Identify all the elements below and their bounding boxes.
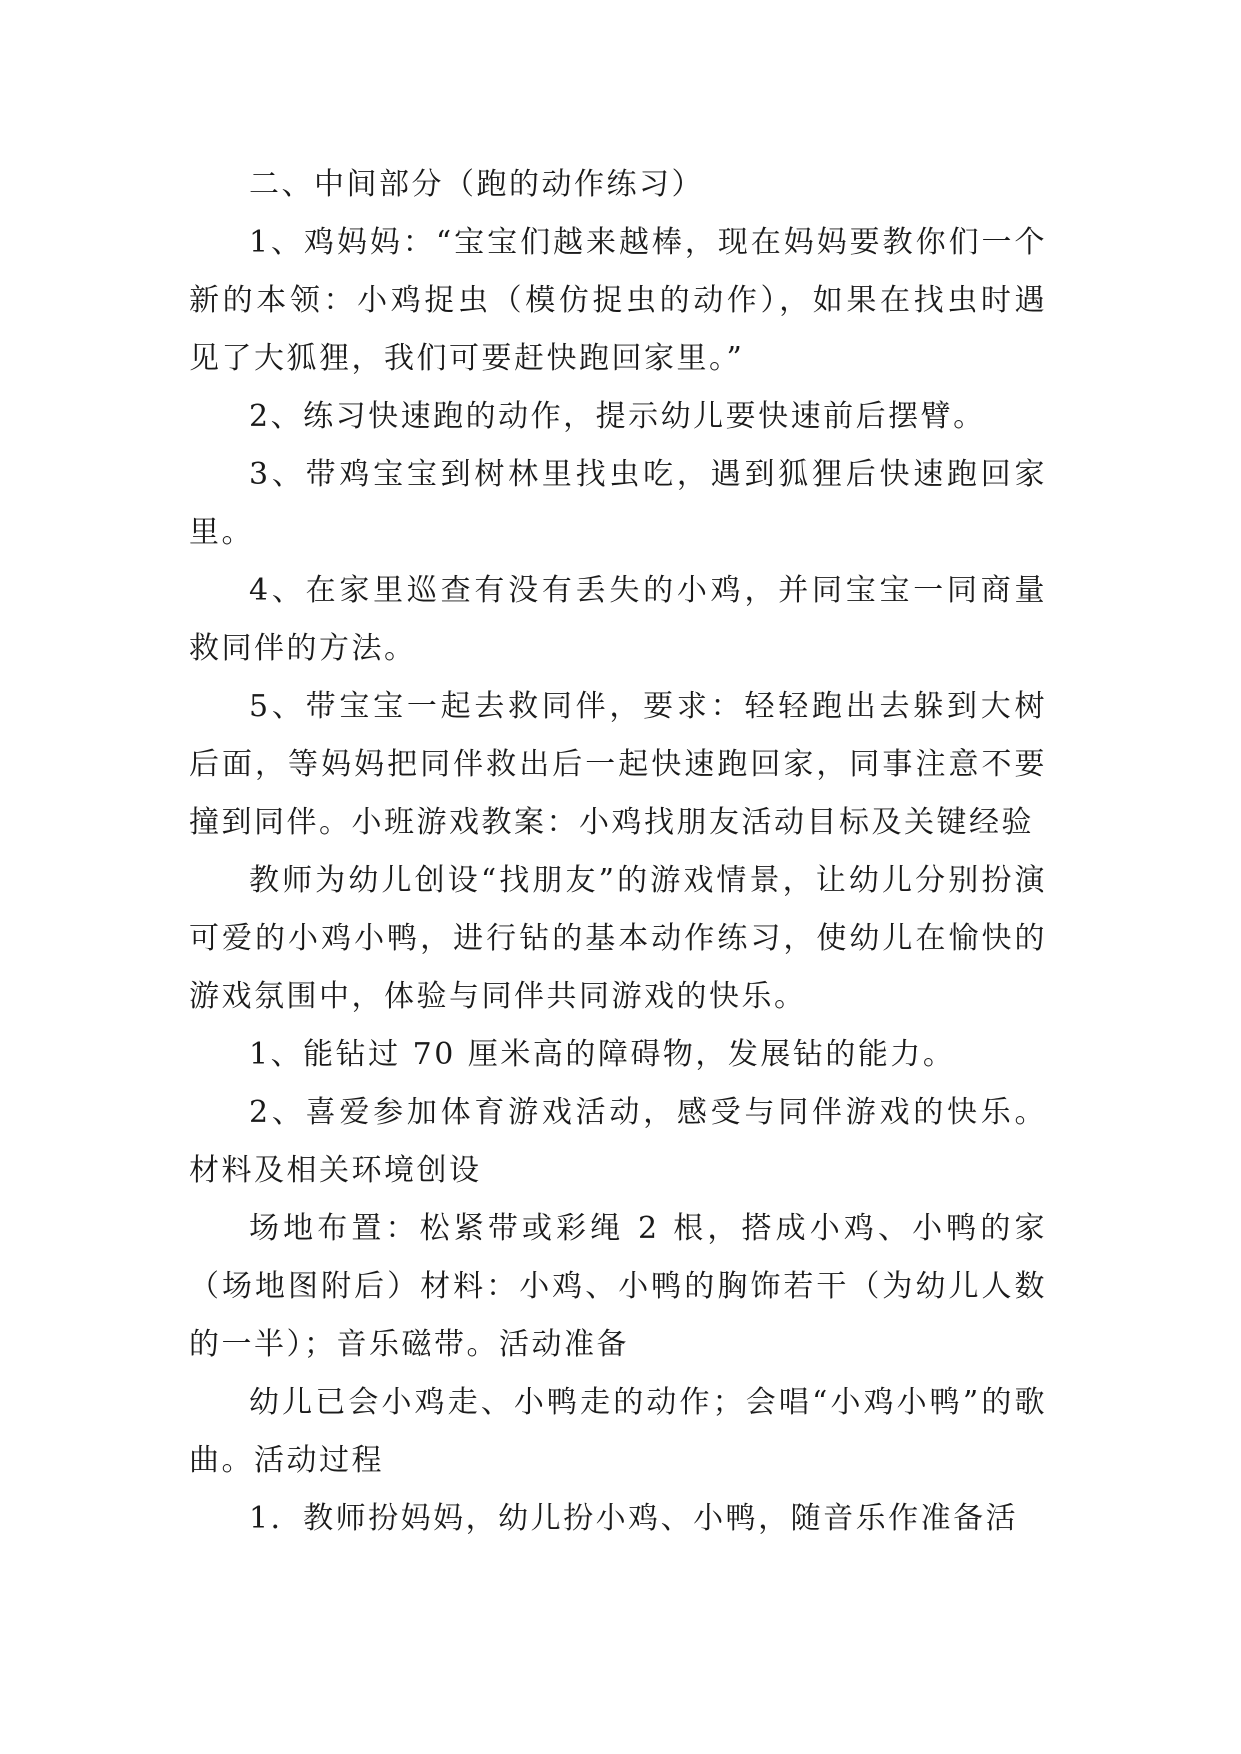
section-heading: 二、中间部分（跑的动作练习）	[249, 167, 704, 202]
paragraph: 2、练习快速跑的动作，提示幼儿要快速前后摆臂。	[249, 399, 986, 434]
paragraph: 教师为幼儿创设“找朋友”的游戏情景，让幼儿分别扮演可爱的小鸡小鸭，进行钻的基本动作练习，使幼儿在愉快的游戏氛围中，体验与同伴共同游戏的快乐。	[189, 863, 1047, 1014]
paragraph: 3、带鸡宝宝到树林里找虫吃，遇到狐狸后快速跑回家里。	[189, 457, 1047, 550]
document-body	[189, 156, 1047, 1548]
paragraph: 幼儿已会小鸡走、小鸭走的动作；会唱“小鸡小鸭”的歌曲。活动过程	[189, 1385, 1047, 1478]
paragraph: 1．教师扮妈妈，幼儿扮小鸡、小鸭，随音乐作准备活	[249, 1501, 1019, 1536]
paragraph: 2、喜爱参加体育游戏活动，感受与同伴游戏的快乐。材料及相关环境创设	[189, 1095, 1047, 1188]
paragraph: 1、鸡妈妈：“宝宝们越来越棒，现在妈妈要教你们一个新的本领：小鸡捉虫（模仿捉虫的动作），如果在找虫时遇见了大狐狸，我们可要赶快跑回家里。”	[189, 225, 1047, 376]
paragraph: 1、能钻过 70 厘米高的障碍物，发展钻的能力。	[249, 1037, 956, 1072]
paragraph: 4、在家里巡查有没有丢失的小鸡，并同宝宝一同商量救同伴的方法。	[189, 573, 1047, 666]
paragraph: 场地布置：松紧带或彩绳 2 根，搭成小鸡、小鸭的家（场地图附后）材料：小鸡、小鸭的胸饰若干（为幼儿人数的一半）；音乐磁带。活动准备	[189, 1211, 1047, 1362]
paragraph: 5、带宝宝一起去救同伴，要求：轻轻跑出去躲到大树后面，等妈妈把同伴救出后一起快速跑回家，同事注意不要撞到同伴。小班游戏教案：小鸡找朋友活动目标及关键经验	[189, 689, 1047, 840]
